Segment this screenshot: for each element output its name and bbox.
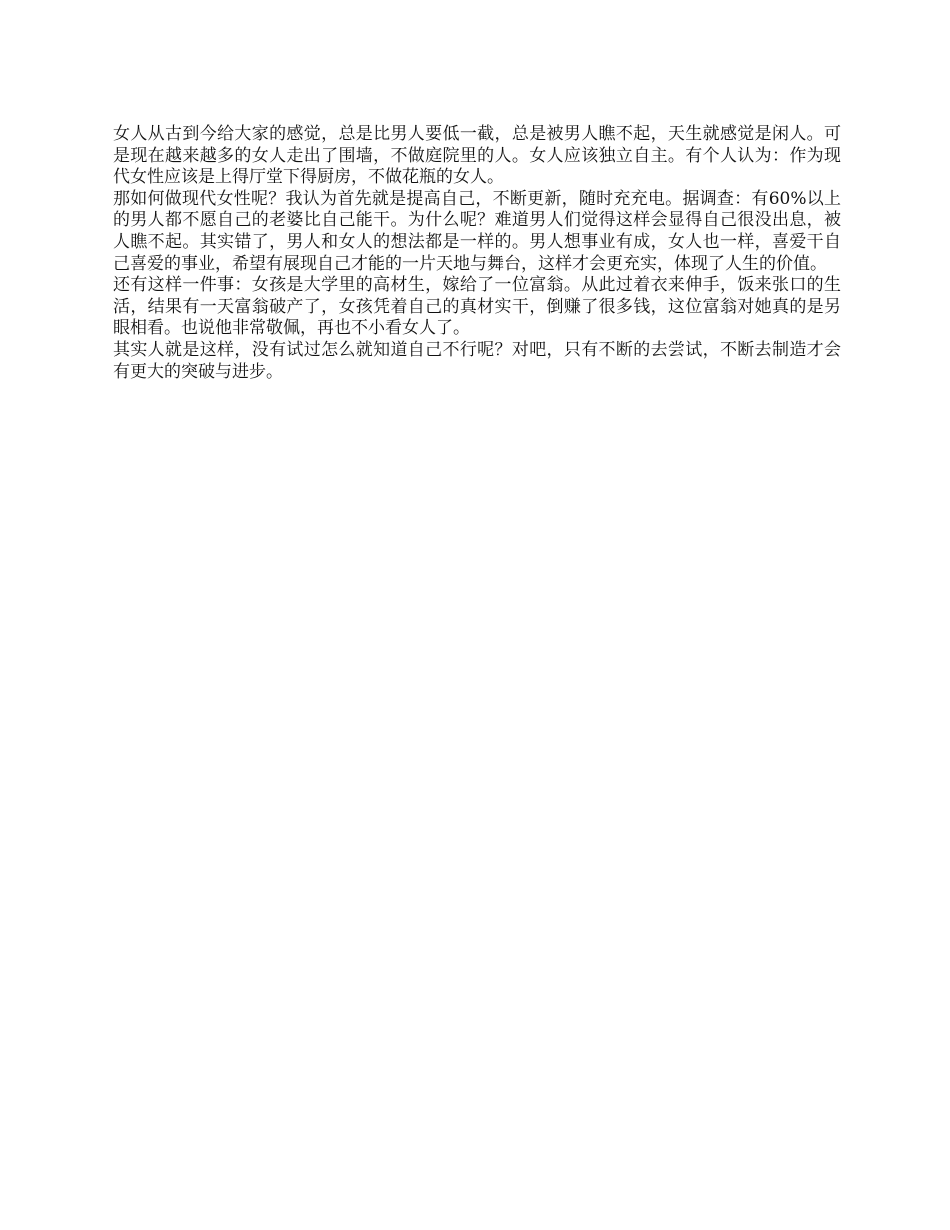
document-body [113,124,841,383]
paragraph-1: 女人从古到今给大家的感觉，总是比男人要低一截，总是被男人瞧不起，天生就感觉是闲人。可是现在越来越多的女人走出了围墙，不做庭院里的人。女人应该独立自主。有个人认为：作为现代女性应该是上得厅堂下得厨房，不做花瓶的女人。 [113,124,841,188]
paragraph-4: 其实人就是这样，没有试过怎么就知道自己不行呢？对吧，只有不断的去尝试，不断去制造才会有更大的突破与进步。 [113,339,841,382]
paragraph-3: 还有这样一件事：女孩是大学里的高材生，嫁给了一位富翁。从此过着衣来伸手，饭来张口的生活，结果有一天富翁破产了，女孩凭着自己的真材实干，倒赚了很多钱，这位富翁对她真的是另眼相看。也说他非常敬佩，再也不小看女人了。 [113,275,841,339]
paragraph-2: 那如何做现代女性呢？我认为首先就是提高自己，不断更新，随时充充电。据调查：有60%以上的男人都不愿自己的老婆比自己能干。为什么呢？难道男人们觉得这样会显得自己很没出息，被人瞧不起。其实错了，男人和女人的想法都是一样的。男人想事业有成，女人也一样，喜爱干自己喜爱的事业，希望有展现自己才能的一片天地与舞台，这样才会更充实，体现了人生的价值。 [113,188,841,274]
